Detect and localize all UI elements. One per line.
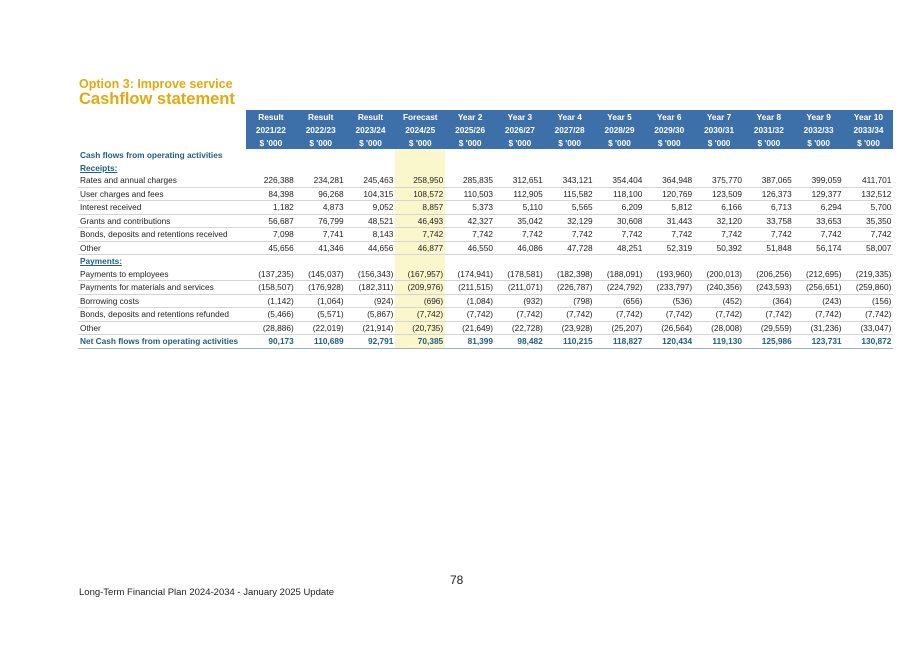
value-cell: 343,121 xyxy=(545,174,595,187)
empty-cell xyxy=(395,255,445,268)
value-cell: 7,742 xyxy=(694,228,744,242)
value-cell: 112,905 xyxy=(495,187,545,201)
value-cell: 92,791 xyxy=(346,335,396,349)
column-header: Year 5 xyxy=(595,110,645,123)
value-cell: (21,649) xyxy=(445,321,495,335)
column-header: Year 9 xyxy=(794,110,844,123)
column-header: Year 6 xyxy=(644,110,694,123)
row-label: Payments to employees xyxy=(78,268,246,281)
column-header: Forecast xyxy=(395,110,445,123)
value-cell: 399,059 xyxy=(794,174,844,187)
value-cell: (243,593) xyxy=(744,281,794,295)
value-cell: 41,346 xyxy=(296,241,346,255)
value-cell: 7,742 xyxy=(495,228,545,242)
value-cell: 118,827 xyxy=(595,335,645,349)
empty-cell xyxy=(595,255,645,268)
value-cell: (924) xyxy=(346,294,396,308)
column-header: Year 10 xyxy=(844,110,894,123)
empty-cell xyxy=(644,162,694,175)
value-cell: (211,071) xyxy=(495,281,545,295)
value-cell: (5,867) xyxy=(346,308,396,322)
value-cell: 35,350 xyxy=(844,214,894,228)
header-row3 xyxy=(78,136,893,149)
empty-cell xyxy=(545,255,595,268)
empty-cell xyxy=(744,149,794,162)
value-cell: 7,742 xyxy=(395,228,445,242)
value-cell: (452) xyxy=(694,294,744,308)
value-cell: (7,742) xyxy=(694,308,744,322)
value-cell: 120,434 xyxy=(644,335,694,349)
column-header: $ '000 xyxy=(545,136,595,149)
value-cell: 33,653 xyxy=(794,214,844,228)
value-cell: 48,521 xyxy=(346,214,396,228)
value-cell: 234,281 xyxy=(296,174,346,187)
value-cell: 56,174 xyxy=(794,241,844,255)
value-cell: 51,848 xyxy=(744,241,794,255)
table-row xyxy=(78,308,893,322)
value-cell: 35,042 xyxy=(495,214,545,228)
value-cell: 5,812 xyxy=(644,201,694,215)
header-blank xyxy=(78,136,246,149)
value-cell: (1,142) xyxy=(246,294,296,308)
value-cell: (167,957) xyxy=(395,268,445,281)
empty-cell xyxy=(445,255,495,268)
value-cell: (7,742) xyxy=(644,308,694,322)
value-cell: (26,564) xyxy=(644,321,694,335)
page-number: 78 xyxy=(450,573,464,587)
column-header: $ '000 xyxy=(445,136,495,149)
value-cell: (1,084) xyxy=(445,294,495,308)
value-cell: 1,182 xyxy=(246,201,296,215)
table-row xyxy=(78,174,893,187)
value-cell: 50,392 xyxy=(694,241,744,255)
section-operating xyxy=(78,149,893,162)
value-cell: (156) xyxy=(844,294,894,308)
column-header: 2027/28 xyxy=(545,123,595,136)
empty-cell xyxy=(644,149,694,162)
value-cell: (7,742) xyxy=(395,308,445,322)
value-cell: (211,515) xyxy=(445,281,495,295)
value-cell: (33,047) xyxy=(844,321,894,335)
empty-cell xyxy=(495,255,545,268)
value-cell: 354,404 xyxy=(595,174,645,187)
empty-cell xyxy=(844,162,894,175)
value-cell: 47,728 xyxy=(545,241,595,255)
value-cell: 70,385 xyxy=(395,335,445,349)
table-row xyxy=(78,321,893,335)
empty-cell xyxy=(794,149,844,162)
value-cell: 120,769 xyxy=(644,187,694,201)
column-header: 2029/30 xyxy=(644,123,694,136)
empty-cell xyxy=(395,162,445,175)
value-cell: 312,651 xyxy=(495,174,545,187)
payments-heading-label: Payments: xyxy=(80,256,122,267)
empty-cell xyxy=(545,149,595,162)
empty-cell xyxy=(844,255,894,268)
row-label: Grants and contributions xyxy=(78,214,246,228)
value-cell: (23,928) xyxy=(545,321,595,335)
value-cell: 7,098 xyxy=(246,228,296,242)
value-cell: (243) xyxy=(794,294,844,308)
value-cell: 6,166 xyxy=(694,201,744,215)
value-cell: 46,550 xyxy=(445,241,495,255)
empty-cell xyxy=(246,149,296,162)
value-cell: 411,701 xyxy=(844,174,894,187)
column-header: $ '000 xyxy=(644,136,694,149)
empty-cell xyxy=(246,162,296,175)
table-row xyxy=(78,281,893,295)
row-label: Payments for materials and services xyxy=(78,281,246,295)
value-cell: 7,742 xyxy=(844,228,894,242)
value-cell: (188,091) xyxy=(595,268,645,281)
value-cell: (200,013) xyxy=(694,268,744,281)
table-row xyxy=(78,187,893,201)
value-cell: 387,065 xyxy=(744,174,794,187)
value-cell: (224,792) xyxy=(595,281,645,295)
table-row xyxy=(78,268,893,281)
value-cell: 126,373 xyxy=(744,187,794,201)
value-cell: (209,976) xyxy=(395,281,445,295)
value-cell: 110,503 xyxy=(445,187,495,201)
column-header: Year 8 xyxy=(744,110,794,123)
value-cell: 56,687 xyxy=(246,214,296,228)
value-cell: (145,037) xyxy=(296,268,346,281)
value-cell: 48,251 xyxy=(595,241,645,255)
value-cell: 375,770 xyxy=(694,174,744,187)
empty-cell xyxy=(595,149,645,162)
value-cell: 81,399 xyxy=(445,335,495,349)
value-cell: (5,571) xyxy=(296,308,346,322)
value-cell: 364,948 xyxy=(644,174,694,187)
page-subtitle: Option 3: Improve service xyxy=(79,77,233,91)
receipts-heading xyxy=(78,162,893,175)
value-cell: 123,731 xyxy=(794,335,844,349)
value-cell: 45,656 xyxy=(246,241,296,255)
value-cell: 6,713 xyxy=(744,201,794,215)
empty-cell xyxy=(595,162,645,175)
column-header: 2028/29 xyxy=(595,123,645,136)
value-cell: 46,493 xyxy=(395,214,445,228)
column-header: 2026/27 xyxy=(495,123,545,136)
value-cell: 115,582 xyxy=(545,187,595,201)
empty-cell xyxy=(694,149,744,162)
value-cell: (932) xyxy=(495,294,545,308)
value-cell: 108,572 xyxy=(395,187,445,201)
column-header: Result xyxy=(296,110,346,123)
value-cell: (536) xyxy=(644,294,694,308)
empty-cell xyxy=(296,255,346,268)
value-cell: (174,941) xyxy=(445,268,495,281)
value-cell: (22,728) xyxy=(495,321,545,335)
column-header: $ '000 xyxy=(246,136,296,149)
value-cell: 129,377 xyxy=(794,187,844,201)
value-cell: 58,007 xyxy=(844,241,894,255)
value-cell: (240,356) xyxy=(694,281,744,295)
value-cell: (656) xyxy=(595,294,645,308)
row-label: User charges and fees xyxy=(78,187,246,201)
column-header: 2022/23 xyxy=(296,123,346,136)
empty-cell xyxy=(545,162,595,175)
column-header: $ '000 xyxy=(395,136,445,149)
row-label: Bonds, deposits and retentions received xyxy=(78,228,246,242)
column-header: Result xyxy=(346,110,396,123)
empty-cell xyxy=(296,149,346,162)
value-cell: (156,343) xyxy=(346,268,396,281)
column-header: $ '000 xyxy=(694,136,744,149)
value-cell: 5,110 xyxy=(495,201,545,215)
value-cell: (28,008) xyxy=(694,321,744,335)
empty-cell xyxy=(744,162,794,175)
value-cell: (7,742) xyxy=(844,308,894,322)
column-header: 2023/24 xyxy=(346,123,396,136)
header-blank xyxy=(78,110,246,123)
value-cell: 5,373 xyxy=(445,201,495,215)
value-cell: 119,130 xyxy=(694,335,744,349)
column-header: $ '000 xyxy=(844,136,894,149)
value-cell: (256,651) xyxy=(794,281,844,295)
header-row1 xyxy=(78,110,893,123)
column-header: $ '000 xyxy=(346,136,396,149)
value-cell: 6,294 xyxy=(794,201,844,215)
column-header: 2030/31 xyxy=(694,123,744,136)
empty-cell xyxy=(346,162,396,175)
value-cell: 130,872 xyxy=(844,335,894,349)
value-cell: (212,695) xyxy=(794,268,844,281)
value-cell: (226,787) xyxy=(545,281,595,295)
page-title: Cashflow statement xyxy=(79,90,235,108)
value-cell: (206,256) xyxy=(744,268,794,281)
value-cell: 7,741 xyxy=(296,228,346,242)
column-header: 2021/22 xyxy=(246,123,296,136)
empty-cell xyxy=(346,255,396,268)
value-cell: (21,914) xyxy=(346,321,396,335)
column-header: Result xyxy=(246,110,296,123)
value-cell: 5,565 xyxy=(545,201,595,215)
empty-cell xyxy=(644,255,694,268)
table-row xyxy=(78,201,893,215)
value-cell: (7,742) xyxy=(495,308,545,322)
value-cell: 285,835 xyxy=(445,174,495,187)
value-cell: (176,928) xyxy=(296,281,346,295)
value-cell: (137,235) xyxy=(246,268,296,281)
value-cell: 31,443 xyxy=(644,214,694,228)
value-cell: 90,173 xyxy=(246,335,296,349)
value-cell: (233,797) xyxy=(644,281,694,295)
value-cell: (7,742) xyxy=(445,308,495,322)
value-cell: 52,319 xyxy=(644,241,694,255)
value-cell: 110,689 xyxy=(296,335,346,349)
value-cell: 123,509 xyxy=(694,187,744,201)
value-cell: 6,209 xyxy=(595,201,645,215)
value-cell: 7,742 xyxy=(545,228,595,242)
value-cell: 7,742 xyxy=(794,228,844,242)
value-cell: 32,120 xyxy=(694,214,744,228)
value-cell: (158,507) xyxy=(246,281,296,295)
value-cell: 42,327 xyxy=(445,214,495,228)
column-header: 2031/32 xyxy=(744,123,794,136)
value-cell: 8,857 xyxy=(395,201,445,215)
value-cell: 125,986 xyxy=(744,335,794,349)
value-cell: 30,608 xyxy=(595,214,645,228)
column-header: $ '000 xyxy=(744,136,794,149)
value-cell: 46,086 xyxy=(495,241,545,255)
value-cell: 9,052 xyxy=(346,201,396,215)
value-cell: 4,873 xyxy=(296,201,346,215)
row-label: Bonds, deposits and retentions refunded xyxy=(78,308,246,322)
value-cell: (1,064) xyxy=(296,294,346,308)
value-cell: 33,758 xyxy=(744,214,794,228)
header-row2 xyxy=(78,123,893,136)
column-header: $ '000 xyxy=(296,136,346,149)
empty-cell xyxy=(794,162,844,175)
table-row xyxy=(78,214,893,228)
column-header: 2032/33 xyxy=(794,123,844,136)
value-cell: 8,143 xyxy=(346,228,396,242)
value-cell: (28,886) xyxy=(246,321,296,335)
cashflow-table xyxy=(78,110,893,349)
column-header: Year 3 xyxy=(495,110,545,123)
row-label: Rates and annual charges xyxy=(78,174,246,187)
value-cell: (20,735) xyxy=(395,321,445,335)
value-cell: 44,656 xyxy=(346,241,396,255)
value-cell: 7,742 xyxy=(595,228,645,242)
empty-cell xyxy=(296,162,346,175)
payments-heading xyxy=(78,255,893,268)
value-cell: 132,512 xyxy=(844,187,894,201)
value-cell: 258,950 xyxy=(395,174,445,187)
empty-cell xyxy=(794,255,844,268)
value-cell: 96,268 xyxy=(296,187,346,201)
value-cell: 84,398 xyxy=(246,187,296,201)
value-cell: (31,236) xyxy=(794,321,844,335)
empty-cell xyxy=(246,255,296,268)
receipts-heading-label: Receipts: xyxy=(80,162,118,173)
value-cell: (7,742) xyxy=(545,308,595,322)
empty-cell xyxy=(495,162,545,175)
empty-cell xyxy=(445,149,495,162)
column-header: $ '000 xyxy=(794,136,844,149)
row-label: Interest received xyxy=(78,201,246,215)
value-cell: 7,742 xyxy=(744,228,794,242)
row-label: Other xyxy=(78,241,246,255)
empty-cell xyxy=(445,162,495,175)
empty-cell xyxy=(694,255,744,268)
value-cell: 98,482 xyxy=(495,335,545,349)
value-cell: 110,215 xyxy=(545,335,595,349)
section-operating-label: Cash flows from operating activities xyxy=(80,150,223,161)
column-header: Year 4 xyxy=(545,110,595,123)
table-row xyxy=(78,241,893,255)
value-cell: 7,742 xyxy=(445,228,495,242)
row-label: Borrowing costs xyxy=(78,294,246,308)
row-label: Net Cash flows from operating activities xyxy=(78,335,246,349)
value-cell: (25,207) xyxy=(595,321,645,335)
column-header: $ '000 xyxy=(495,136,545,149)
table-row xyxy=(78,228,893,242)
value-cell: 226,388 xyxy=(246,174,296,187)
value-cell: (193,960) xyxy=(644,268,694,281)
value-cell: (182,311) xyxy=(346,281,396,295)
value-cell: 5,700 xyxy=(844,201,894,215)
value-cell: (7,742) xyxy=(794,308,844,322)
row-label: Other xyxy=(78,321,246,335)
value-cell: (7,742) xyxy=(744,308,794,322)
column-header: 2024/25 xyxy=(395,123,445,136)
value-cell: (259,860) xyxy=(844,281,894,295)
value-cell: (7,742) xyxy=(595,308,645,322)
value-cell: (798) xyxy=(545,294,595,308)
header-blank xyxy=(78,123,246,136)
value-cell: 7,742 xyxy=(644,228,694,242)
value-cell: (364) xyxy=(744,294,794,308)
empty-cell xyxy=(744,255,794,268)
value-cell: (22,019) xyxy=(296,321,346,335)
empty-cell xyxy=(844,149,894,162)
empty-cell xyxy=(495,149,545,162)
total-row xyxy=(78,335,893,349)
empty-cell xyxy=(694,162,744,175)
column-header: 2025/26 xyxy=(445,123,495,136)
column-header: 2033/34 xyxy=(844,123,894,136)
value-cell: 32,129 xyxy=(545,214,595,228)
value-cell: (182,398) xyxy=(545,268,595,281)
column-header: Year 7 xyxy=(694,110,744,123)
column-header: $ '000 xyxy=(595,136,645,149)
value-cell: 104,315 xyxy=(346,187,396,201)
table-row xyxy=(78,294,893,308)
empty-cell xyxy=(395,149,445,162)
value-cell: (696) xyxy=(395,294,445,308)
value-cell: (219,335) xyxy=(844,268,894,281)
value-cell: 46,877 xyxy=(395,241,445,255)
column-header: Year 2 xyxy=(445,110,495,123)
value-cell: 76,799 xyxy=(296,214,346,228)
value-cell: (5,466) xyxy=(246,308,296,322)
value-cell: (178,581) xyxy=(495,268,545,281)
empty-cell xyxy=(346,149,396,162)
value-cell: (29,559) xyxy=(744,321,794,335)
value-cell: 245,463 xyxy=(346,174,396,187)
value-cell: 118,100 xyxy=(595,187,645,201)
footer-text: Long-Term Financial Plan 2024-2034 - January 2025 Update xyxy=(79,587,335,598)
